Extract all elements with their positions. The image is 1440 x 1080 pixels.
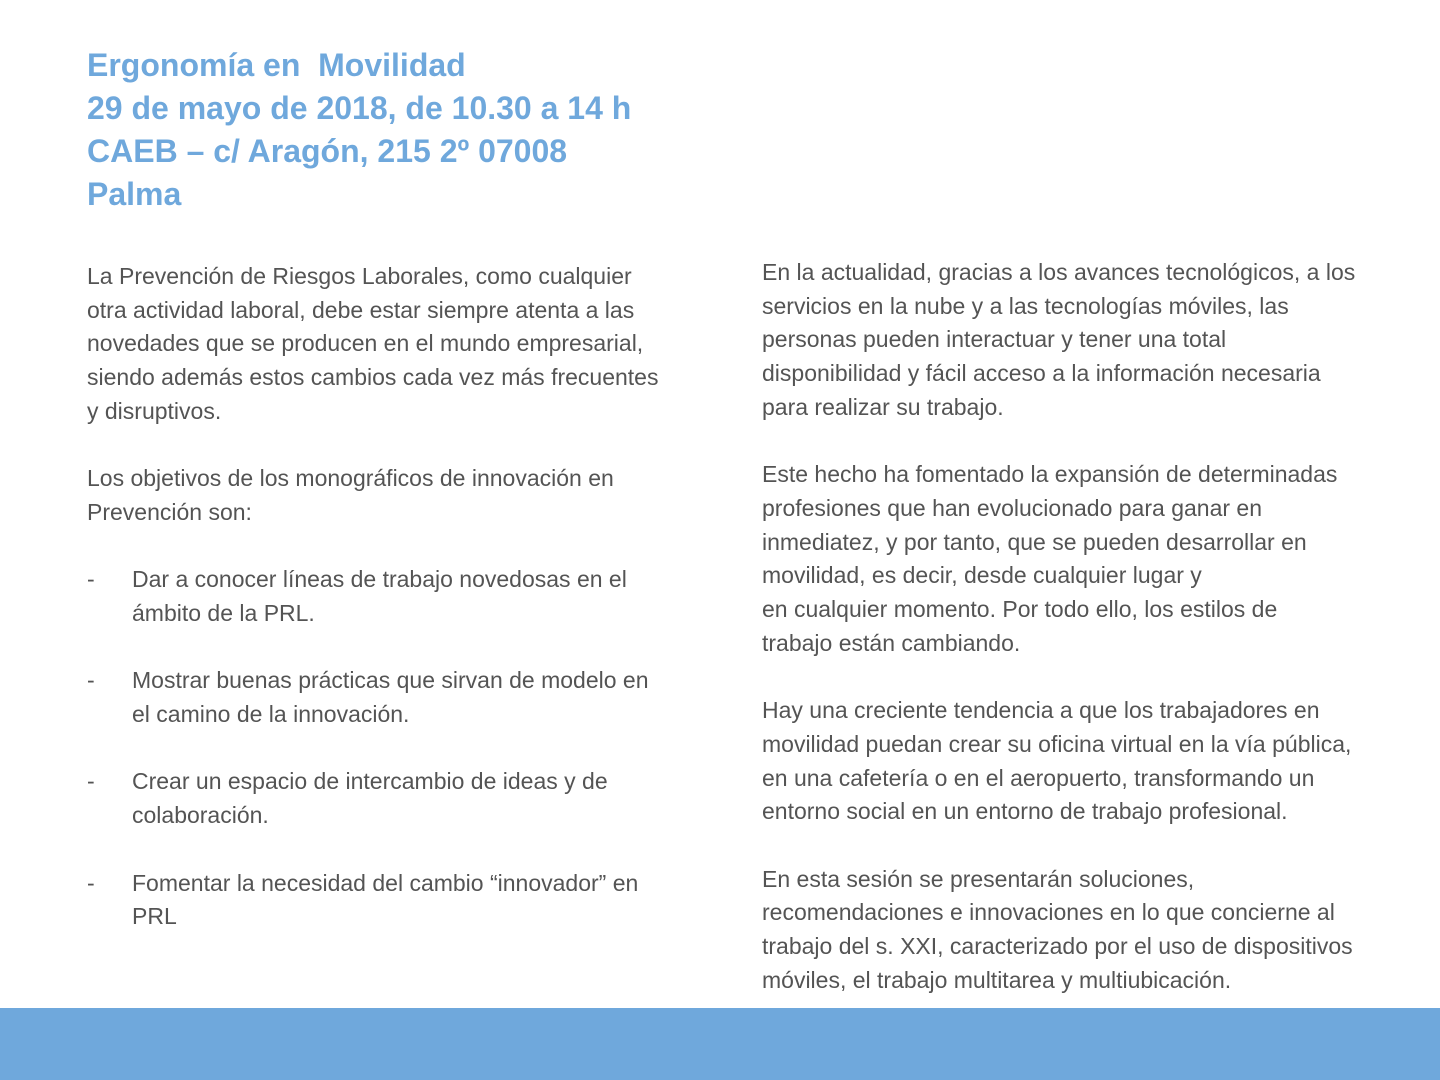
paragraph-line: inmediatez, y por tanto, que se pueden desarrollar en — [762, 528, 1307, 555]
context-paragraph — [762, 256, 1432, 425]
paragraph-line: Hay una creciente tendencia a que los trabajadores en — [762, 697, 1320, 724]
list-item — [87, 563, 717, 630]
paragraph-line: movilidad, es decir, desde cualquier lugar y — [762, 562, 1202, 589]
trend-paragraph — [762, 694, 1432, 829]
list-item-line: Dar a conocer líneas de trabajo novedosas en el — [132, 566, 627, 593]
paragraph-line: Este hecho ha fomentado la expansión de determinadas — [762, 461, 1338, 488]
paragraph-line: Los objetivos de los monográficos de innovación en — [87, 465, 614, 492]
list-item — [87, 664, 717, 731]
footer-bar — [0, 1008, 1440, 1080]
list-item — [87, 765, 717, 832]
paragraph-line: otra actividad laboral, debe estar siempre atenta a las — [87, 296, 635, 323]
left-column — [87, 260, 717, 968]
paragraph-line: trabajo están cambiando. — [762, 629, 1021, 656]
paragraph-line: móviles, el trabajo multitarea y multiubicación. — [762, 966, 1232, 993]
paragraph-line: entorno social en un entorno de trabajo profesional. — [762, 798, 1288, 825]
paragraph-line: en una cafetería o en el aeropuerto, transformando un — [762, 764, 1315, 791]
event-address: CAEB – c/ Aragón, 215 2º 07008 — [87, 133, 568, 169]
paragraph-line: movilidad puedan crear su oficina virtual en la vía pública, — [762, 730, 1352, 757]
event-date: 29 de mayo de 2018, de 10.30 a 14 h — [87, 90, 632, 126]
list-item-line: colaboración. — [132, 802, 269, 829]
event-title: Ergonomía en Movilidad — [87, 47, 466, 83]
paragraph-line: profesiones que han evolucionado para ganar en — [762, 494, 1262, 521]
paragraph-line: servicios en la nube y a las tecnologías móviles, las — [762, 292, 1289, 319]
paragraph-line: En la actualidad, gracias a los avances tecnológicos, a los — [762, 259, 1356, 285]
intro-paragraph — [87, 260, 717, 429]
objectives-paragraph — [87, 462, 717, 529]
paragraph-line: novedades que se producen en el mundo empresarial, — [87, 330, 644, 357]
paragraph-line: personas pueden interactuar y tener una total — [762, 326, 1227, 353]
list-item-line: Mostrar buenas prácticas que sirvan de modelo en — [132, 667, 649, 694]
paragraph-line: En esta sesión se presentarán soluciones, — [762, 865, 1195, 892]
paragraph-line: en cualquier momento. Por todo ello, los estilos de — [762, 596, 1278, 623]
list-item-line: PRL — [132, 903, 177, 930]
paragraph-line: recomendaciones e innovaciones en lo que concierne al — [762, 899, 1335, 926]
event-header — [87, 44, 847, 216]
paragraph-line: para realizar su trabajo. — [762, 393, 1004, 420]
paragraph-line: trabajo del s. XXI, caracterizado por el uso de dispositivos — [762, 933, 1353, 960]
paragraph-line: y disruptivos. — [87, 397, 222, 424]
objectives-list — [87, 563, 717, 934]
event-city: Palma — [87, 176, 182, 212]
bullet-dash: - — [87, 869, 95, 896]
right-column — [762, 256, 1432, 1031]
paragraph-line: siendo además estos cambios cada vez más frecuentes — [87, 364, 659, 391]
list-item-line: ámbito de la PRL. — [132, 600, 315, 626]
list-item-line: Crear un espacio de intercambio de ideas y de — [132, 768, 608, 795]
list-item-line: Fomentar la necesidad del cambio “innovador” en — [132, 869, 639, 896]
professions-paragraph — [762, 458, 1432, 660]
list-item — [87, 867, 717, 934]
list-item-line: el camino de la innovación. — [132, 701, 410, 728]
bullet-dash: - — [87, 768, 95, 795]
bullet-dash: - — [87, 667, 95, 694]
paragraph-line: La Prevención de Riesgos Laborales, como cualquier — [87, 263, 632, 289]
session-paragraph — [762, 863, 1432, 998]
paragraph-line: disponibilidad y fácil acceso a la información necesaria — [762, 360, 1321, 387]
paragraph-line: Prevención son: — [87, 498, 252, 525]
bullet-dash: - — [87, 566, 95, 593]
